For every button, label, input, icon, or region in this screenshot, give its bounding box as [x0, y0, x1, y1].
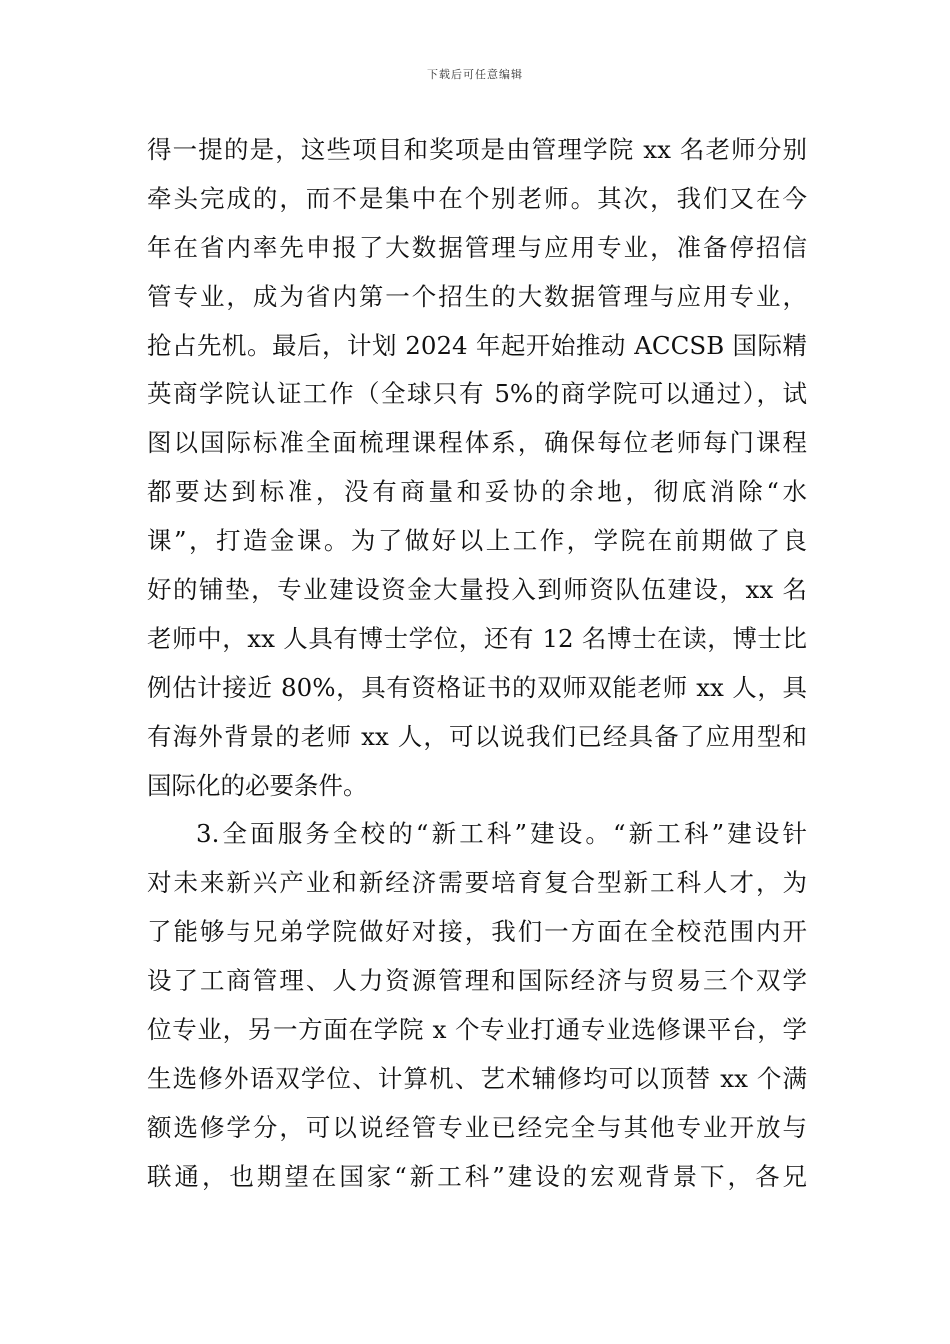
text-line: 对未来新兴产业和新经济需要培育复合型新工科人才，为 [147, 868, 807, 898]
text-line: 年在省内率先申报了大数据管理与应用专业，准备停招信 [147, 232, 807, 262]
text-line: 生选修外语双学位、计算机、艺术辅修均可以顶替 xx 个满 [147, 1063, 807, 1093]
text-line: 3.全面服务全校的“新工科”建设。“新工科”建设针 [196, 819, 807, 849]
text-line: 联通，也期望在国家“新工科”建设的宏观背景下，各兄 [147, 1161, 807, 1191]
text-line: 设了工商管理、人力资源管理和国际经济与贸易三个双学 [147, 966, 807, 996]
page-header-note: 下载后可任意编辑 [427, 68, 523, 81]
text-line: 了能够与兄弟学院做好对接，我们一方面在全校范围内开 [147, 917, 807, 947]
document-body [147, 126, 807, 1202]
text-line: 课”，打造金课。为了做好以上工作，学院在前期做了良 [147, 526, 807, 556]
text-line: 老师中，xx 人具有博士学位，还有 12 名博士在读，博士比 [147, 623, 807, 653]
text-line: 好的铺垫，专业建设资金大量投入到师资队伍建设，xx 名 [147, 575, 807, 605]
text-line: 额选修学分，可以说经管专业已经完全与其他专业开放与 [147, 1112, 807, 1142]
text-line: 得一提的是，这些项目和奖项是由管理学院 xx 名老师分别 [147, 135, 807, 164]
text-line: 图以国际标准全面梳理课程体系，确保每位老师每门课程 [147, 428, 807, 458]
text-line: 位专业，另一方面在学院 x 个专业打通专业选修课平台，学 [147, 1015, 807, 1045]
text-line: 都要达到标准，没有商量和妥协的余地，彻底消除“水 [147, 477, 807, 507]
text-line: 有海外背景的老师 xx 人，可以说我们已经具备了应用型和 [147, 721, 807, 751]
text-line: 例估计接近 80%，具有资格证书的双师双能老师 xx 人，具 [147, 672, 807, 702]
text-line: 抢占先机。最后，计划 2024 年起开始推动 ACCSB 国际精 [147, 330, 807, 360]
paragraph-new-engineering [147, 810, 807, 1201]
text-line: 英商学院认证工作（全球只有 5%的商学院可以通过），试 [147, 379, 807, 409]
text-line: 国际化的必要条件。 [147, 770, 368, 800]
text-line: 牵头完成的，而不是集中在个别老师。其次，我们又在今 [147, 183, 807, 213]
paragraph-continuation [147, 126, 807, 810]
text-line: 管专业，成为省内第一个招生的大数据管理与应用专业， [147, 281, 807, 311]
